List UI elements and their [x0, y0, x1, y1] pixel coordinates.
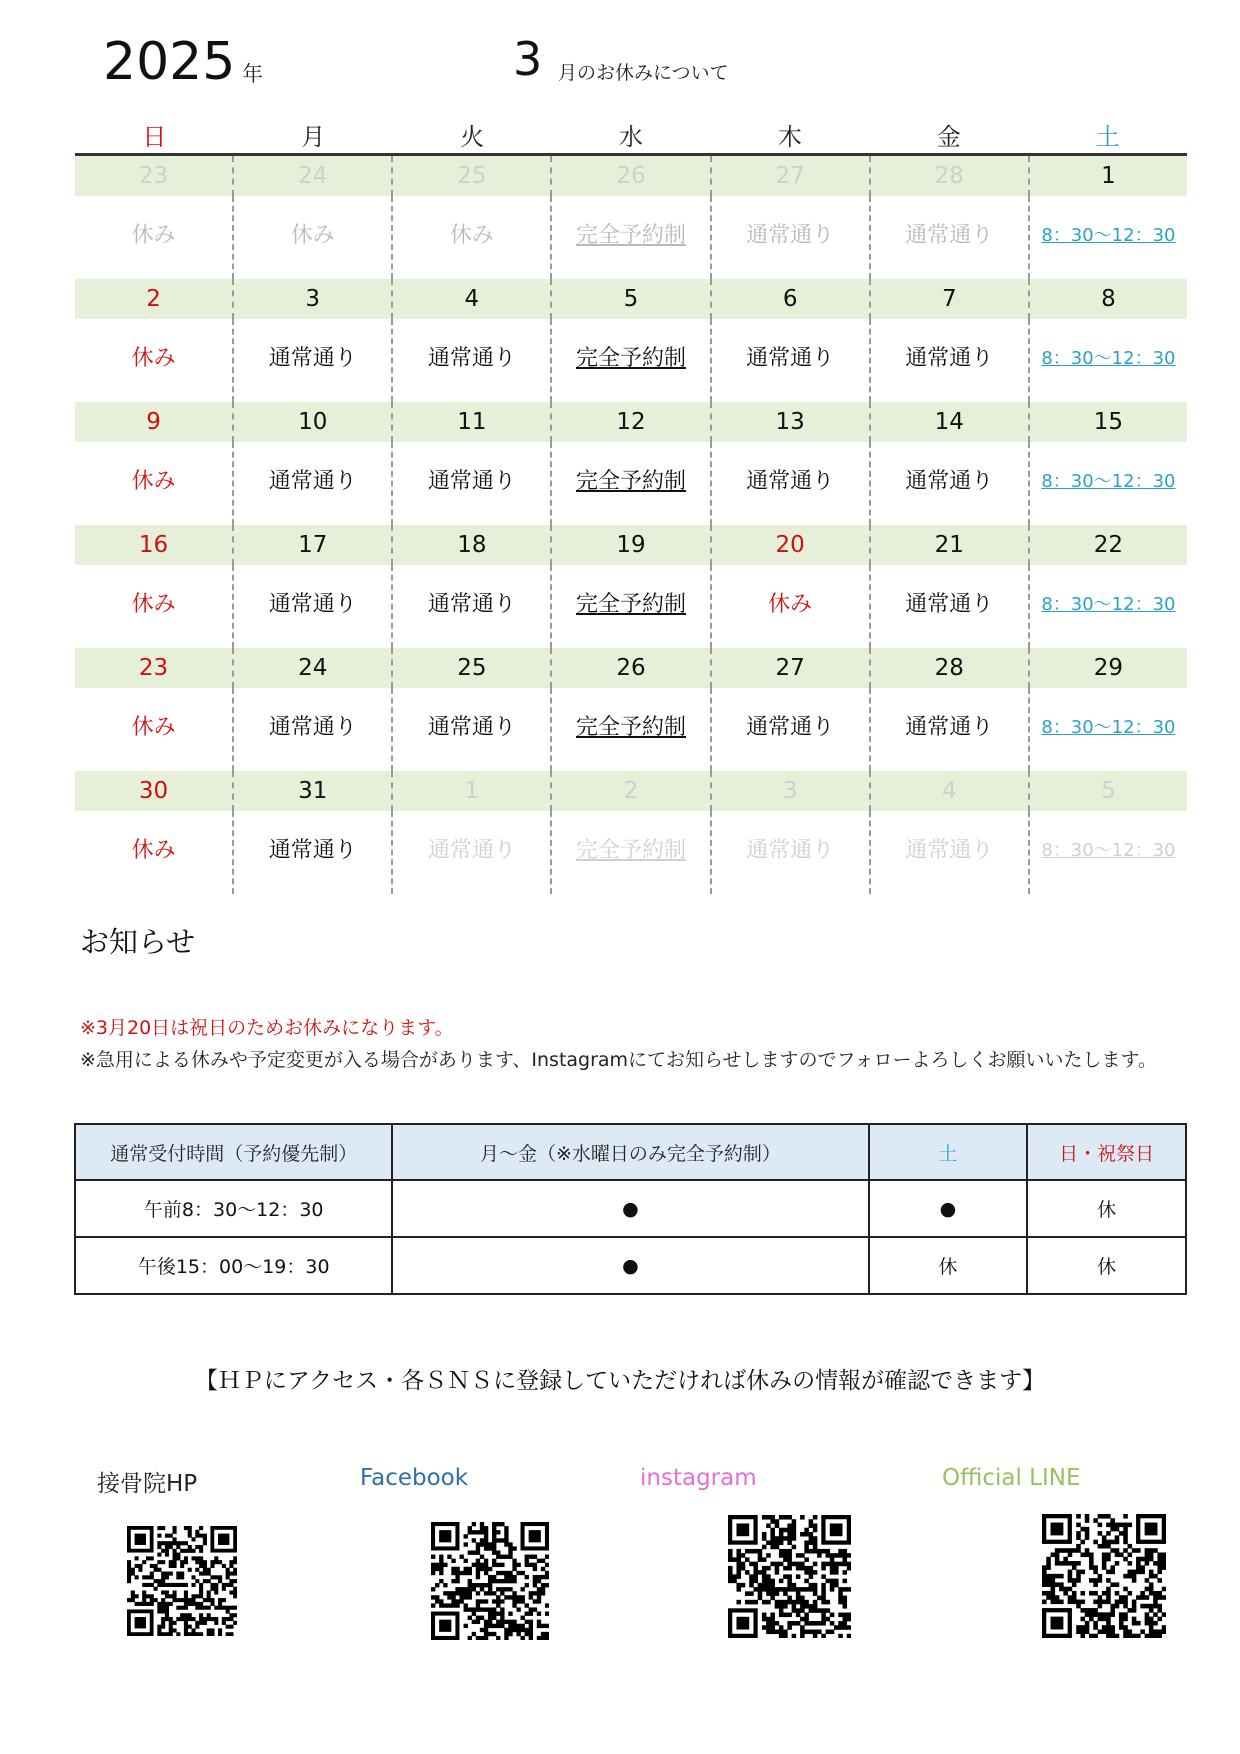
hours-label: 午後15：00～19：30	[75, 1237, 392, 1294]
status-text: 休み	[131, 592, 176, 617]
date-cell: 6	[710, 279, 869, 319]
status-text: 通常通り	[746, 715, 835, 740]
status-text: 8：30～12：30	[1041, 225, 1176, 246]
status-text: 8：30～12：30	[1041, 840, 1176, 861]
status-cell	[232, 196, 391, 279]
status-text: 通常通り	[746, 469, 835, 494]
status-text: 通常通り	[427, 838, 516, 863]
status-cell	[710, 196, 869, 279]
date-cell: 15	[1028, 402, 1187, 442]
hp-label: 接骨院HP	[97, 1471, 198, 1497]
notice-title: お知らせ	[80, 925, 196, 959]
calendar-week	[75, 525, 1187, 648]
page-title: 月のお休みについて	[558, 62, 729, 84]
calendar-week	[75, 279, 1187, 402]
hp-qr-code[interactable]	[127, 1526, 237, 1636]
date-row	[75, 402, 1187, 442]
status-text: 通常通り	[905, 592, 994, 617]
date-cell: 25	[391, 648, 550, 688]
status-cell	[869, 196, 1028, 279]
status-cell	[75, 688, 232, 771]
sns-message: 【ＨＰにアクセス・各ＳＮＳに登録していただければ休みの情報が確認できます】	[194, 1368, 1046, 1394]
status-text: 通常通り	[746, 346, 835, 371]
status-text: 完全予約制	[575, 715, 686, 740]
date-cell: 4	[391, 279, 550, 319]
status-text: 完全予約制	[575, 592, 686, 617]
status-cell	[869, 442, 1028, 525]
date-cell: 12	[550, 402, 709, 442]
status-text: 8：30～12：30	[1041, 717, 1176, 738]
hours-header-sun: 日・祝祭日	[1027, 1124, 1186, 1180]
date-cell: 14	[869, 402, 1028, 442]
status-text: 休み	[131, 838, 176, 863]
facebook-qr-code[interactable]	[431, 1522, 549, 1640]
status-cell	[869, 565, 1028, 648]
date-row	[75, 525, 1187, 565]
status-text: 休み	[768, 592, 813, 617]
date-cell: 10	[232, 402, 391, 442]
date-cell: 1	[1028, 156, 1187, 196]
hours-row-morning	[75, 1180, 1186, 1237]
status-cell	[550, 319, 709, 402]
weekday-fri: 金	[936, 123, 961, 151]
date-cell: 4	[869, 771, 1028, 811]
status-cell	[391, 811, 550, 894]
status-text: 8：30～12：30	[1041, 348, 1176, 369]
status-text: 通常通り	[268, 592, 357, 617]
status-cell	[550, 565, 709, 648]
status-text: 通常通り	[268, 715, 357, 740]
date-cell: 28	[869, 648, 1028, 688]
weekday-wed: 水	[619, 123, 643, 151]
status-cell	[391, 688, 550, 771]
date-cell: 5	[1028, 771, 1187, 811]
instagram-label: instagram	[640, 1465, 757, 1491]
status-cell	[75, 442, 232, 525]
weekday-thu: 木	[777, 123, 802, 151]
holiday-calendar	[75, 120, 1187, 894]
status-cell	[550, 442, 709, 525]
status-text: 通常通り	[268, 346, 357, 371]
hours-sun-cell: 休	[1027, 1237, 1186, 1294]
status-text: 通常通り	[268, 838, 357, 863]
year-unit: 年	[242, 62, 263, 86]
date-cell: 7	[869, 279, 1028, 319]
status-row	[75, 688, 1187, 771]
status-text: 通常通り	[427, 469, 516, 494]
date-cell: 26	[550, 648, 709, 688]
status-cell	[391, 319, 550, 402]
status-text: 通常通り	[746, 223, 835, 248]
status-cell	[710, 319, 869, 402]
status-row	[75, 319, 1187, 402]
date-cell: 9	[146, 409, 161, 435]
facebook-label: Facebook	[360, 1465, 469, 1491]
date-cell: 26	[550, 156, 709, 196]
date-cell: 17	[232, 525, 391, 565]
date-row	[75, 156, 1187, 196]
hours-weekday-cell: ●	[392, 1237, 868, 1294]
line-qr-code[interactable]	[1042, 1514, 1166, 1638]
status-cell	[391, 442, 550, 525]
date-cell: 18	[391, 525, 550, 565]
hours-weekday-cell: ●	[392, 1180, 868, 1237]
status-cell	[232, 565, 391, 648]
hours-sun-cell: 休	[1027, 1180, 1186, 1237]
calendar-week	[75, 648, 1187, 771]
date-cell: 23	[138, 655, 169, 681]
status-text: 通常通り	[268, 469, 357, 494]
status-text: 完全予約制	[575, 223, 686, 248]
status-text: 通常通り	[427, 715, 516, 740]
status-text: 完全予約制	[575, 469, 686, 494]
date-cell: 13	[710, 402, 869, 442]
weekday-header-row	[75, 120, 1187, 156]
date-row	[75, 771, 1187, 811]
calendar-weeks	[75, 156, 1187, 894]
status-text: 完全予約制	[575, 346, 686, 371]
status-cell	[710, 442, 869, 525]
date-cell: 30	[138, 778, 169, 804]
status-cell	[1028, 319, 1187, 402]
date-cell: 19	[550, 525, 709, 565]
date-row	[75, 648, 1187, 688]
date-cell: 23	[138, 163, 169, 189]
status-cell	[550, 688, 709, 771]
date-cell: 2	[550, 771, 709, 811]
status-text: 8：30～12：30	[1041, 594, 1176, 615]
hours-header-weekday: 月～金（※水曜日のみ完全予約制）	[392, 1124, 868, 1180]
status-text: 通常通り	[905, 346, 994, 371]
status-text: 通常通り	[905, 838, 994, 863]
calendar-week	[75, 156, 1187, 279]
status-cell	[232, 688, 391, 771]
status-cell	[75, 811, 232, 894]
calendar-week	[75, 771, 1187, 894]
month-number: 3	[513, 32, 543, 86]
status-cell	[75, 196, 232, 279]
weekday-sat: 土	[1095, 123, 1120, 151]
status-text: 休み	[290, 223, 335, 248]
date-cell: 1	[391, 771, 550, 811]
status-cell	[232, 811, 391, 894]
status-cell	[232, 442, 391, 525]
status-text: 通常通り	[905, 469, 994, 494]
date-cell: 31	[232, 771, 391, 811]
date-cell: 8	[1028, 279, 1187, 319]
status-text: 通常通り	[746, 838, 835, 863]
year-number: 2025	[103, 32, 236, 92]
date-cell: 27	[710, 648, 869, 688]
status-text: 完全予約制	[575, 838, 686, 863]
reception-hours-table	[74, 1123, 1187, 1295]
status-text: 通常通り	[427, 592, 516, 617]
status-cell	[75, 565, 232, 648]
page-header	[0, 28, 1240, 98]
status-text: 休み	[131, 715, 176, 740]
date-cell: 16	[138, 532, 169, 558]
date-cell: 24	[232, 156, 391, 196]
status-cell	[391, 196, 550, 279]
status-cell	[1028, 811, 1187, 894]
status-cell	[550, 811, 709, 894]
weekday-mon: 月	[301, 123, 326, 151]
date-cell: 29	[1028, 648, 1187, 688]
calendar-week	[75, 402, 1187, 525]
hours-label: 午前8：30～12：30	[75, 1180, 392, 1237]
notice-holiday: ※3月20日は祝日のためお休みになります。	[80, 1017, 454, 1039]
status-row	[75, 565, 1187, 648]
weekday-tue: 火	[460, 123, 485, 151]
hours-header-label: 通常受付時間（予約優先制）	[75, 1124, 392, 1180]
status-cell	[710, 565, 869, 648]
status-cell	[869, 319, 1028, 402]
date-cell: 2	[146, 286, 161, 312]
instagram-qr-code[interactable]	[728, 1515, 851, 1638]
date-cell: 22	[1028, 525, 1187, 565]
status-row	[75, 442, 1187, 525]
status-text: 休み	[131, 346, 176, 371]
status-cell	[1028, 442, 1187, 525]
date-cell: 11	[391, 402, 550, 442]
date-cell: 28	[869, 156, 1028, 196]
status-cell	[1028, 196, 1187, 279]
status-row	[75, 196, 1187, 279]
status-cell	[1028, 688, 1187, 771]
hours-row-afternoon	[75, 1237, 1186, 1294]
line-label: Official LINE	[942, 1465, 1081, 1491]
date-cell: 25	[391, 156, 550, 196]
status-cell	[869, 688, 1028, 771]
status-cell	[1028, 565, 1187, 648]
status-text: 通常通り	[905, 715, 994, 740]
status-cell	[710, 688, 869, 771]
status-cell	[391, 565, 550, 648]
date-cell: 27	[710, 156, 869, 196]
status-text: 8：30～12：30	[1041, 471, 1176, 492]
weekday-sun: 日	[142, 123, 167, 151]
status-text: 休み	[131, 223, 176, 248]
status-text: 休み	[131, 469, 176, 494]
status-cell	[232, 319, 391, 402]
date-cell: 24	[232, 648, 391, 688]
status-text: 通常通り	[905, 223, 994, 248]
status-cell	[550, 196, 709, 279]
date-cell: 5	[550, 279, 709, 319]
date-cell: 21	[869, 525, 1028, 565]
status-row	[75, 811, 1187, 894]
hours-header-sat: 土	[869, 1124, 1028, 1180]
date-row	[75, 279, 1187, 319]
status-cell	[75, 319, 232, 402]
date-cell: 3	[710, 771, 869, 811]
notice-schedule-change: ※急用による休みや予定変更が入る場合があります、Instagramにてお知らせしますのでフォローよろしくお願いいたします。	[80, 1049, 1158, 1071]
hours-sat-cell: ●	[869, 1180, 1028, 1237]
status-cell	[869, 811, 1028, 894]
status-cell	[710, 811, 869, 894]
status-text: 通常通り	[427, 346, 516, 371]
hours-header-row	[75, 1124, 1186, 1180]
date-cell: 20	[710, 525, 869, 565]
status-text: 休み	[449, 223, 494, 248]
hours-sat-cell: 休	[869, 1237, 1028, 1294]
date-cell: 3	[232, 279, 391, 319]
